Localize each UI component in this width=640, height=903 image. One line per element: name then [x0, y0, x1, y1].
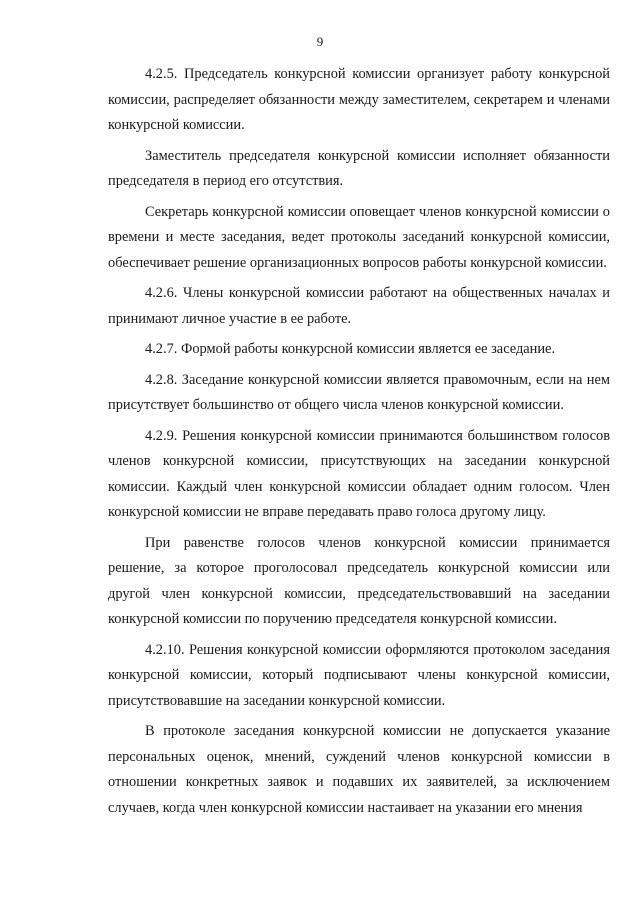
paragraph-protocol-content: В протоколе заседания конкурсной комиссии не допускается указание персональных оценок, мнений, суждений членов конкурсной комиссии в отношении конкретных заявок и подавших их заявителей, за исключением случаев, когда член конкурсной комиссии настаивает на указании его мнения: [108, 723, 610, 816]
paragraph-4-2-5: 4.2.5. Председатель конкурсной комиссии организует работу конкурсной комиссии, распределяет обязанности между заместителем, секретарем и членами конкурсной комиссии.: [108, 66, 610, 133]
paragraph-4-2-8: 4.2.8. Заседание конкурсной комиссии является правомочным, если на нем присутствует большинство от общего числа членов конкурсной комиссии.: [108, 371, 610, 413]
paragraph-equal-votes: При равенстве голосов членов конкурсной комиссии принимается решение, за которое проголосовал председатель конкурсной комиссии или другой член конкурсной комиссии, председательствовавший на заседании конкурсной комиссии по поручению председателя конкурсной комиссии.: [108, 534, 610, 627]
paragraph-4-2-10: 4.2.10. Решения конкурсной комиссии оформляются протоколом заседания конкурсной комиссии, который подписывают члены конкурсной комиссии, присутствовавшие на заседании конкурсной комиссии.: [108, 641, 610, 709]
paragraph-secretary: Секретарь конкурсной комиссии оповещает членов конкурсной комиссии о времени и месте заседания, ведет протоколы заседаний конкурсной комиссии, обеспечивает решение организационных вопросов работы конкурсной комиссии.: [108, 203, 610, 271]
paragraph-4-2-6: 4.2.6. Члены конкурсной комиссии работают на общественных началах и принимают личное участие в ее работе.: [108, 285, 610, 327]
paragraph-4-2-7: 4.2.7. Формой работы конкурсной комиссии является ее заседание.: [145, 341, 556, 357]
document-body: [108, 62, 610, 821]
page-number: 9: [316, 34, 324, 49]
paragraph-deputy-chairman: Заместитель председателя конкурсной комиссии исполняет обязанности председателя в период его отсутствия.: [108, 147, 610, 189]
paragraph-4-2-9: 4.2.9. Решения конкурсной комиссии принимаются большинством голосов членов конкурсной комиссии, присутствующих на заседании конкурсной комиссии. Каждый член конкурсной комиссии обладает одним голосом. Член конкурсной комиссии не вправе передавать право голоса другому лицу.: [108, 427, 610, 520]
